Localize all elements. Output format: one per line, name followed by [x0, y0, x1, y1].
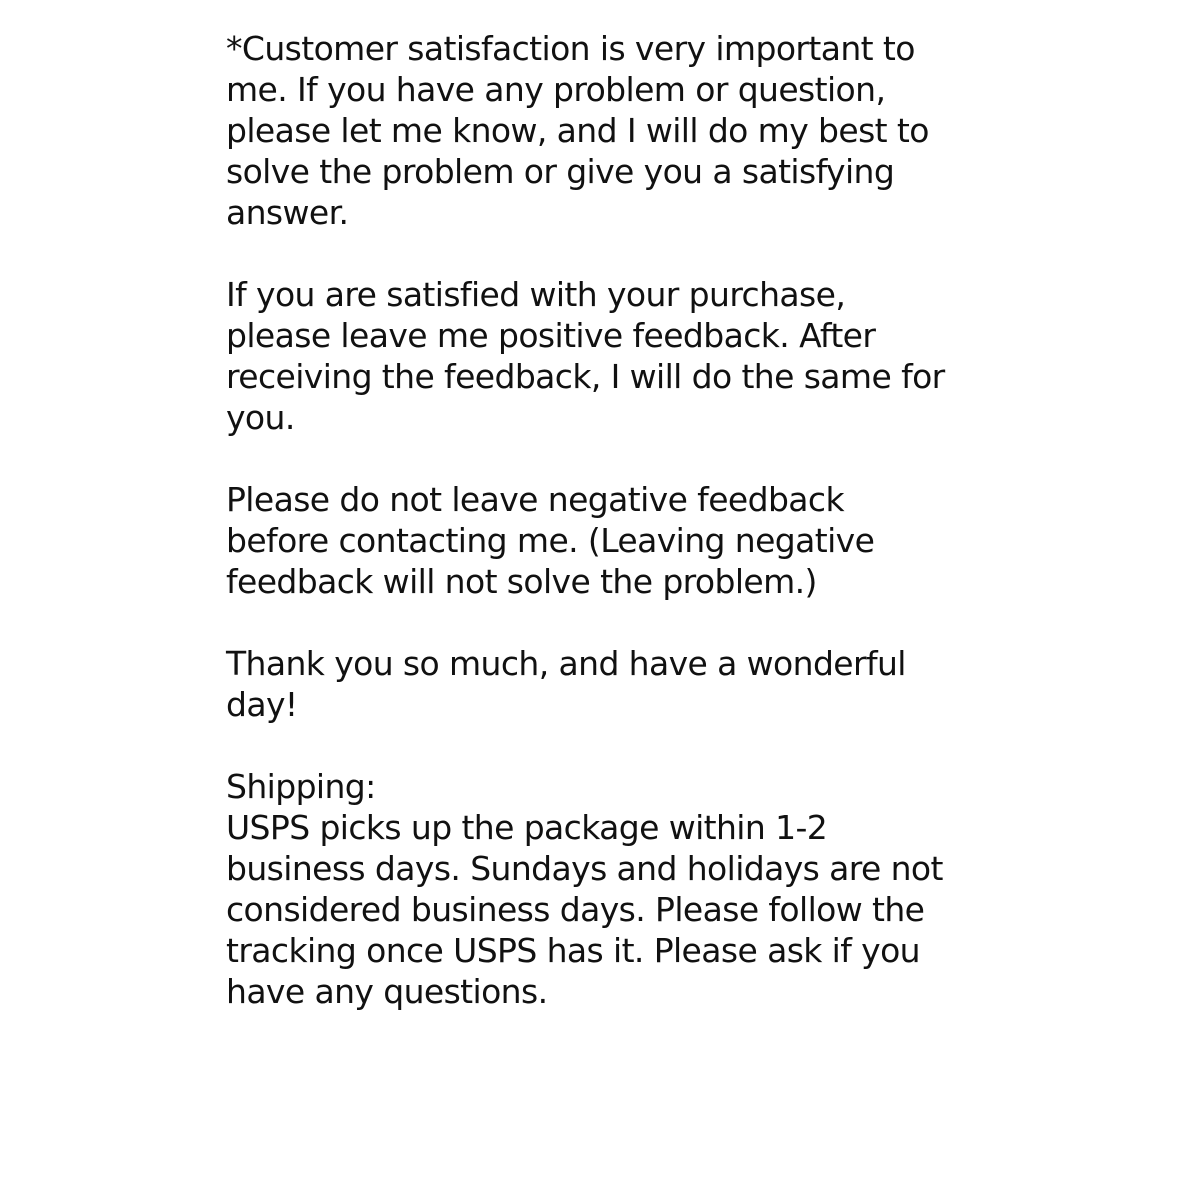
text-line: considered business days. Please follow the	[226, 890, 925, 929]
policy-document	[226, 28, 986, 1053]
text-line: you.	[226, 398, 295, 437]
shipping-paragraph	[226, 766, 986, 1012]
text-line: feedback will not solve the problem.)	[226, 562, 817, 601]
text-line: please let me know, and I will do my best to	[226, 111, 929, 150]
text-line: answer.	[226, 193, 349, 232]
text-line: If you are satisfied with your purchase,	[226, 275, 846, 314]
satisfaction-paragraph	[226, 28, 986, 233]
text-line: Thank you so much, and have a wonderful	[226, 644, 906, 683]
thank-you-paragraph	[226, 643, 986, 725]
shipping-heading: Shipping:	[226, 767, 376, 806]
text-line: day!	[226, 685, 298, 724]
text-line: tracking once USPS has it. Please ask if you	[226, 931, 920, 970]
text-line: business days. Sundays and holidays are not	[226, 849, 943, 888]
text-line: *Customer satisfaction is very important to	[226, 29, 915, 68]
text-line: solve the problem or give you a satisfying	[226, 152, 895, 191]
text-line: USPS picks up the package within 1-2	[226, 808, 828, 847]
text-line: me. If you have any problem or question,	[226, 70, 886, 109]
text-line: Please do not leave negative feedback	[226, 480, 844, 519]
feedback-paragraph	[226, 274, 986, 438]
text-line: before contacting me. (Leaving negative	[226, 521, 875, 560]
negative-feedback-paragraph	[226, 479, 986, 602]
text-line: receiving the feedback, I will do the same for	[226, 357, 945, 396]
text-line: please leave me positive feedback. After	[226, 316, 876, 355]
text-line: have any questions.	[226, 972, 548, 1011]
